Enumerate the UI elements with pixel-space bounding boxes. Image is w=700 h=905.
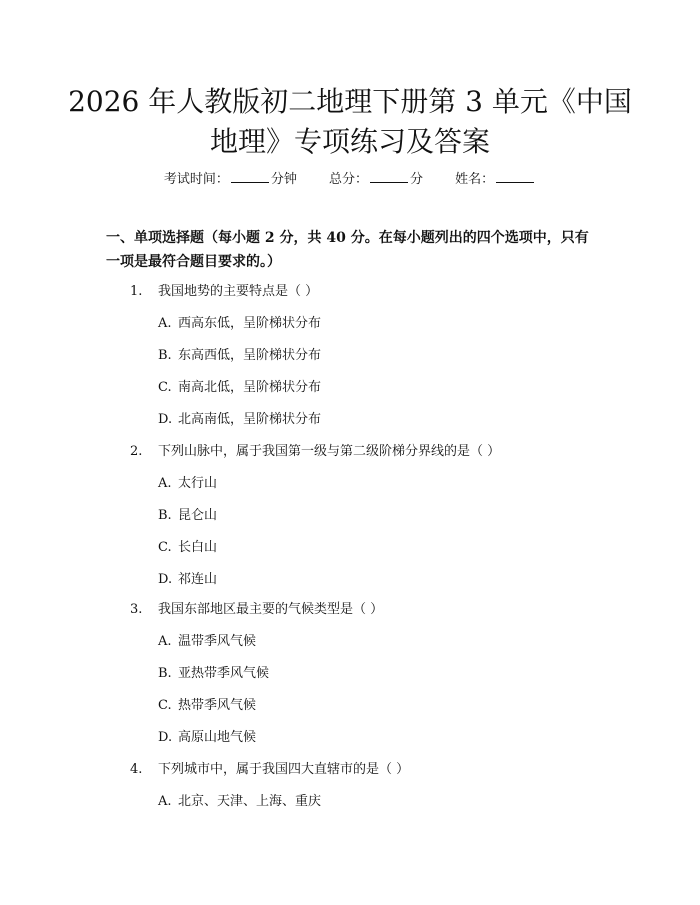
question-1-option-a	[158, 314, 321, 334]
question-text: 下列山脉中，属于我国第一级与第二级阶梯分界线的是（ ）	[158, 444, 501, 459]
total-score-field	[329, 168, 423, 190]
question-3-option-c	[158, 696, 256, 716]
option-letter: D.	[158, 412, 173, 427]
option-text: 长白山	[178, 540, 218, 555]
question-1	[130, 282, 318, 302]
option-text: 高原山地气候	[178, 730, 257, 745]
option-letter: C.	[158, 698, 172, 713]
option-text: 西高东低，呈阶梯状分布	[178, 316, 322, 331]
question-3-option-d	[158, 728, 256, 748]
question-4-option-a	[158, 792, 321, 812]
option-text: 昆仑山	[178, 508, 218, 523]
option-letter: D.	[158, 730, 173, 745]
document-title-line-1: 2026 年人教版初二地理下册第 3 单元《中国	[68, 85, 632, 118]
question-2	[130, 442, 500, 462]
section-heading-single-choice: 一、单项选择题（每小题 2 分，共 40 分。在每小题列出的四个选项中，只有一项是最符合题目要求的。）	[106, 230, 589, 270]
question-2-option-d	[158, 570, 217, 590]
question-text: 我国东部地区最主要的气候类型是（ ）	[158, 602, 384, 617]
question-3-option-a	[158, 632, 256, 652]
option-text: 南高北低，呈阶梯状分布	[178, 380, 322, 395]
question-text: 我国地势的主要特点是（ ）	[158, 284, 319, 299]
option-letter: B.	[158, 666, 172, 681]
exam-time-unit: 分钟	[270, 172, 297, 187]
document-title-line-2: 地理》专项练习及答案	[209, 125, 490, 158]
option-text: 北高南低，呈阶梯状分布	[178, 412, 322, 427]
total-score-blank	[370, 168, 408, 183]
student-name-field	[455, 168, 536, 190]
option-text: 太行山	[178, 476, 218, 491]
exam-info-row	[0, 168, 700, 190]
student-name-blank	[496, 168, 534, 183]
question-number: 4.	[130, 762, 143, 777]
option-letter: B.	[158, 508, 172, 523]
question-3	[130, 600, 383, 620]
exam-time-blank	[231, 168, 269, 183]
option-letter: C.	[158, 540, 172, 555]
question-2-option-b	[158, 506, 217, 526]
option-text: 祁连山	[178, 572, 218, 587]
question-4	[130, 760, 409, 780]
question-text: 下列城市中，属于我国四大直辖市的是（ ）	[158, 762, 410, 777]
option-letter: D.	[158, 572, 173, 587]
total-score-label: 总分：	[328, 172, 368, 187]
option-text: 亚热带季风气候	[178, 666, 270, 681]
student-name-label: 姓名：	[455, 172, 495, 187]
question-2-option-a	[158, 474, 217, 494]
option-text: 热带季风气候	[178, 698, 257, 713]
question-number: 1.	[130, 284, 143, 299]
question-1-option-b	[158, 346, 321, 366]
exam-time-label: 考试时间：	[163, 172, 229, 187]
option-letter: B.	[158, 348, 172, 363]
question-1-option-d	[158, 410, 321, 430]
option-text: 温带季风气候	[178, 634, 257, 649]
question-2-option-c	[158, 538, 217, 558]
option-text: 北京、天津、上海、重庆	[178, 794, 322, 809]
option-letter: C.	[158, 380, 172, 395]
option-letter: A.	[158, 476, 172, 491]
question-number: 2.	[130, 444, 143, 459]
exam-time-field	[164, 168, 297, 190]
option-letter: A.	[158, 794, 172, 809]
option-letter: A.	[158, 316, 172, 331]
question-number: 3.	[130, 602, 143, 617]
option-letter: A.	[158, 634, 172, 649]
question-3-option-b	[158, 664, 269, 684]
question-1-option-c	[158, 378, 321, 398]
option-text: 东高西低，呈阶梯状分布	[178, 348, 322, 363]
total-score-unit: 分	[410, 172, 424, 187]
